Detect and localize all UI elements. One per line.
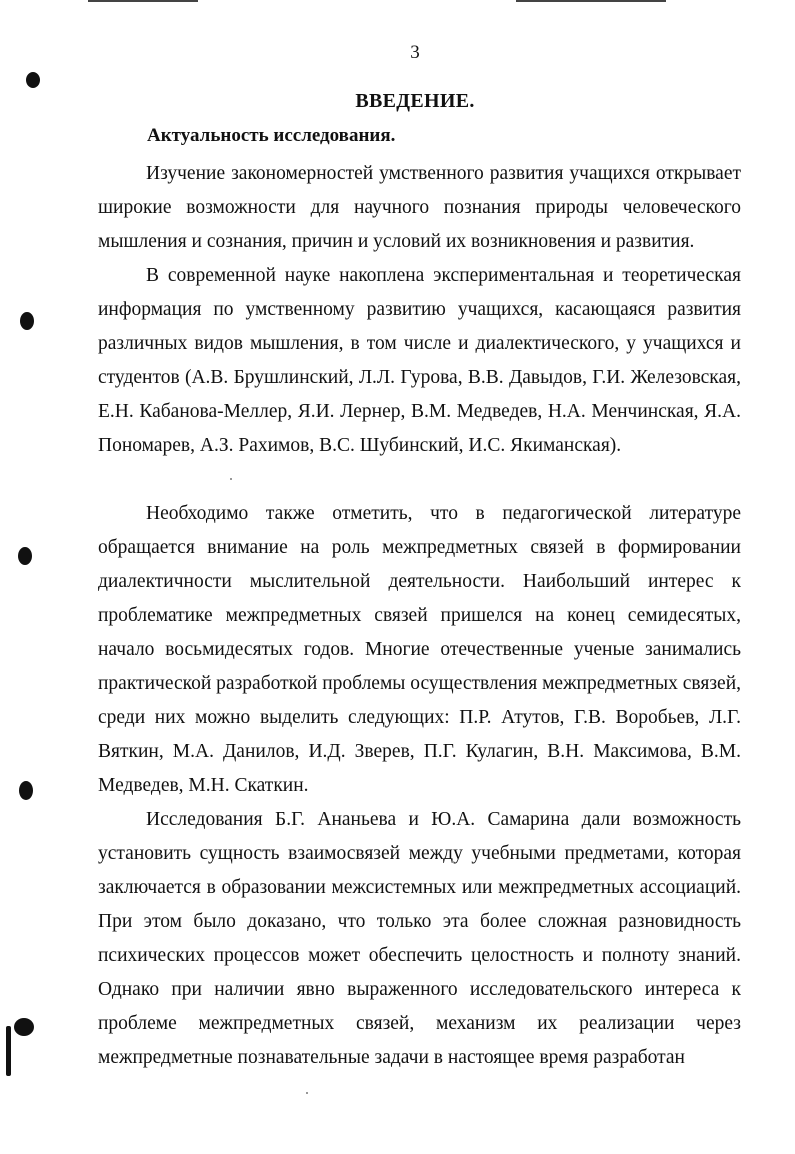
paragraph-4: Исследования Б.Г. Ананьева и Ю.А. Самарина дали возможность установить сущность взаимосвязей между учебными предметами, которая заключается в образовании межсистемных или межпредметных ассоциаций. При этом было доказано, что только эта более сложная разновидность психических процессов может обеспечить целостность и полноту знаний. Однако при наличии явно выраженного исследовательского интереса к проблеме межпредметных связей, механизм их реализации через межпредметные познавательные задачи в настоящее время разработан bbox=[98, 809, 741, 1068]
section-subheading: Актуальность исследования. bbox=[147, 125, 396, 146]
binding-hole-mark bbox=[14, 1018, 34, 1036]
scan-speck bbox=[230, 478, 232, 480]
binding-hole-mark bbox=[26, 72, 40, 88]
binding-stroke-mark bbox=[6, 1026, 11, 1076]
top-edge-line-left bbox=[88, 0, 198, 2]
top-edge-line-right bbox=[516, 0, 666, 2]
paragraph-2: В современной науке накоплена экспериментальная и теоретическая информация по умственному развитию учащихся, касающаяся развития различных видов мышления, в том числе и диалектического, у учащихся и студентов (А.В. Брушлинский, Л.Л. Гурова, В.В. Давыдов, Г.И. Железовская, Е.Н. Кабанова-Меллер, Я.И. Лернер, В.М. Медведев, Н.А. Менчинская, Я.А. Пономарев, А.З. Рахимов, В.С. Шубинский, И.С. Якиманская). bbox=[98, 265, 741, 456]
binding-hole-mark bbox=[18, 547, 32, 565]
scan-speck bbox=[306, 1092, 308, 1094]
section-heading: ВВЕДЕНИЕ. bbox=[355, 90, 475, 112]
paragraph-3: Необходимо также отметить, что в педагогической литературе обращается внимание на роль межпредметных связей в формировании диалектичности мыслительной деятельности. Наибольший интерес к проблематике межпредметных связей пришелся на конец семидесятых, начало восьмидесятых годов. Многие отечественные ученые занимались практической разработкой проблемы осуществления межпредметных связей, среди них можно выделить следующих: П.Р. Атутов, Г.В. Воробьев, Л.Г. Вяткин, М.А. Данилов, И.Д. Зверев, П.Г. Кулагин, В.Н. Максимова, В.М. Медведев, М.Н. Скаткин. bbox=[98, 503, 741, 796]
binding-hole-mark bbox=[20, 312, 34, 330]
binding-hole-mark bbox=[19, 781, 33, 800]
page-number: 3 bbox=[410, 42, 420, 63]
paragraph-1: Изучение закономерностей умственного развития учащихся открывает широкие возможности для научного познания природы человеческого мышления и сознания, причин и условий их возникновения и развития. bbox=[98, 163, 741, 252]
